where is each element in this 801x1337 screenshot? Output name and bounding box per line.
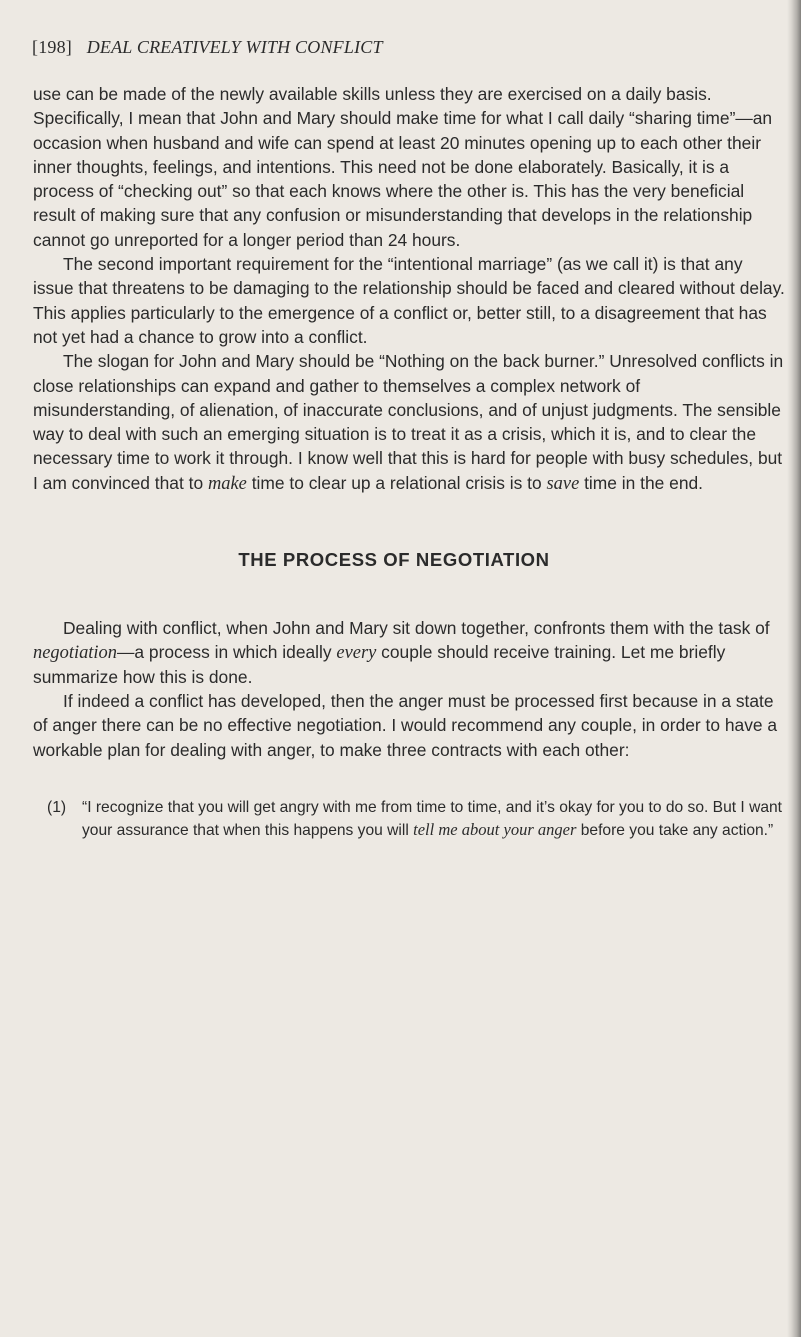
emphasis: tell me about your anger xyxy=(413,820,577,840)
page-body xyxy=(33,82,785,843)
text-run: before you take any action.” xyxy=(576,822,774,840)
text-run: —a process in which ideally xyxy=(117,642,337,663)
text-run: time in the end. xyxy=(579,472,704,493)
page-number: [198] xyxy=(32,37,72,57)
emphasis: every xyxy=(336,642,377,663)
paragraph: If indeed a conflict has developed, then the anger must be processed first because in a state of anger there can be no effective negotiation. I would recommend any couple, in order to have a workable plan for dealing with anger, to make three contracts with each other: xyxy=(33,690,778,760)
page-edge-shadow xyxy=(787,0,801,1337)
paragraph xyxy=(33,616,785,689)
paragraph: The second important requirement for the “intentional marriage” (as we call it) is that any issue that threatens to be damaging to the relationship should be faced and cleared without delay. This applies particularly to the emergence of a conflict or, better still, to a disagreement that has not yet had a chance to grow into a conflict. xyxy=(33,254,785,347)
text-run: time to clear up a relational crisis is to xyxy=(246,472,547,493)
running-header xyxy=(32,37,383,58)
emphasis: negotiation xyxy=(33,642,117,663)
contract-number: (1) xyxy=(47,798,67,816)
text-run: couple should receive training. Let me briefly summarize how this is done. xyxy=(33,642,726,687)
section-heading: THE PROCESS OF NEGOTIATION xyxy=(238,549,550,571)
text-run: Dealing with conflict, when John and Mary sit down together, confronts them with the task of xyxy=(63,618,770,639)
running-title: DEAL CREATIVELY WITH CONFLICT xyxy=(86,37,383,57)
text-run: The slogan for John and Mary should be “Nothing on the back burner.” Unresolved conflicts in close relationships can expand and gather to themselves a complex network of misunderstanding, of alienation, of inaccurate conclusions, and of unjust judgments. The sensible way to deal with such an emerging situation is to treat it as a crisis, which it is, and to clear the necessary time to work it through. I know well that this is hard for people with busy schedules, but I am convinced that to xyxy=(33,351,784,493)
contract-item xyxy=(33,797,785,843)
paragraph: use can be made of the newly available skills unless they are exercised on a daily basis. Specifically, I mean that John and Mary should make time for what I call daily “sharing time”—an occasion when husband and wife can spend at least 20 minutes opening up to each other their inner thoughts, feelings, and intentions. This need not be done elaborately. Basically, it is a process of “checking out” so that each knows where the other is. This has the very beneficial result of making sure that any confusion or misunderstanding that develops in the relationship cannot go unreported for a longer period than 24 hours. xyxy=(33,84,773,250)
text-run: “I recognize that you will get angry with me from time to time, and it’s okay for you to do so. But I want your assurance that when this happens you will xyxy=(82,798,783,840)
emphasis: make xyxy=(207,472,247,493)
emphasis: save xyxy=(546,472,580,493)
paragraph xyxy=(33,349,785,495)
